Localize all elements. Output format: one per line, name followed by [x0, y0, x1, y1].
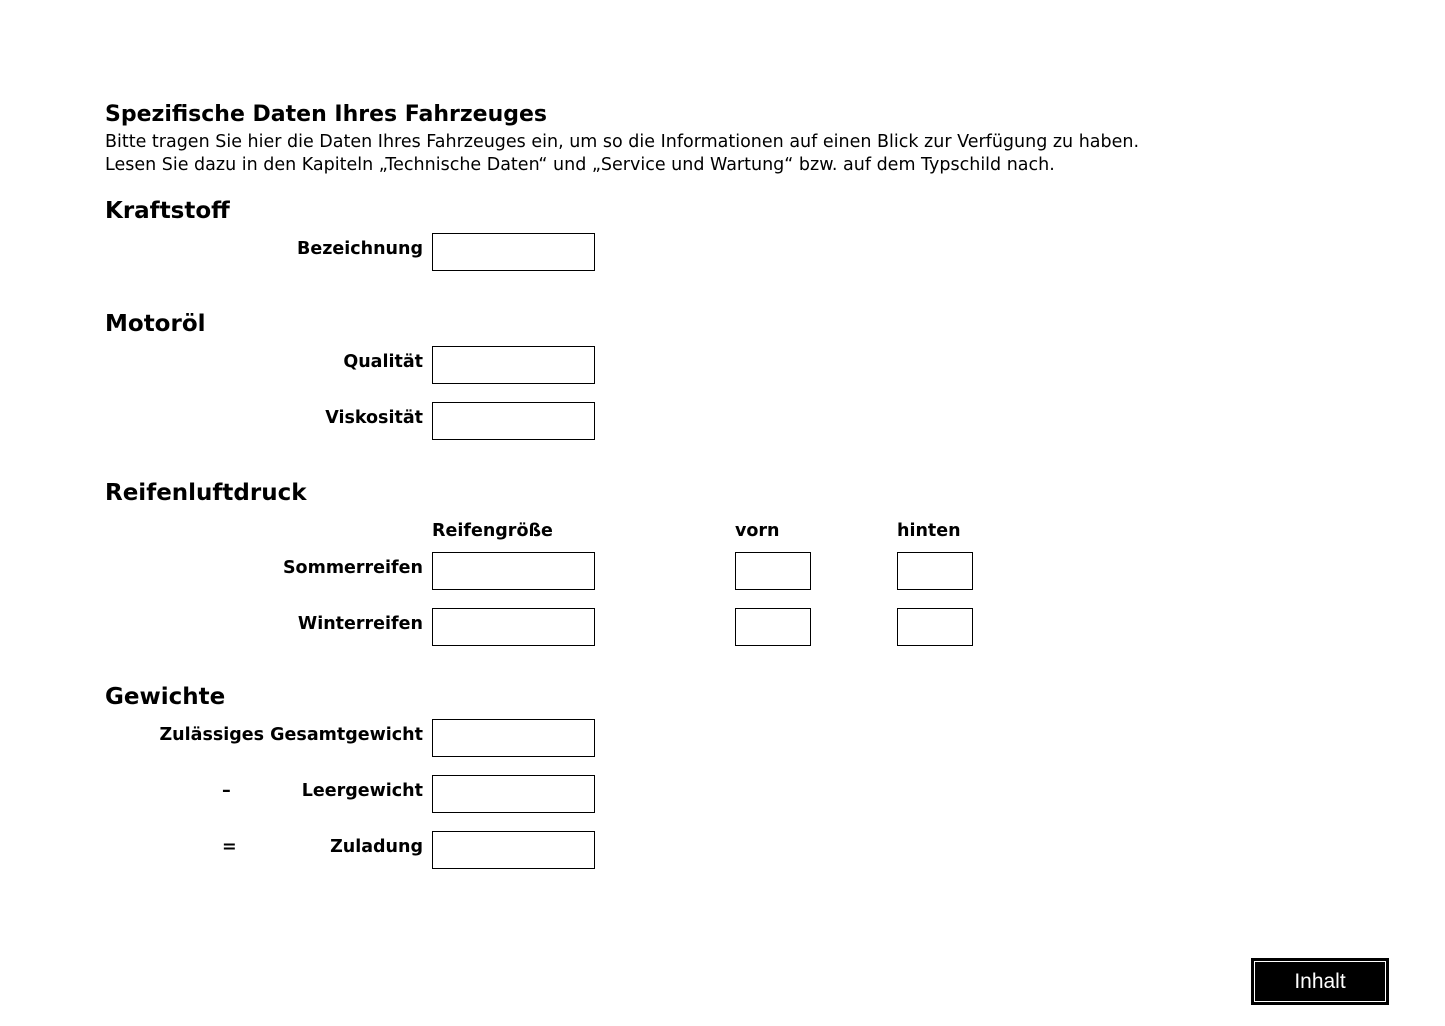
minus-sign: – — [222, 781, 231, 801]
leergewicht-label: Leergewicht — [301, 781, 423, 801]
winterreifen-front-pressure-input[interactable] — [735, 608, 811, 646]
section-heading-kraftstoff: Kraftstoff — [105, 198, 230, 224]
gesamtgewicht-input[interactable] — [432, 719, 595, 757]
winterreifen-rear-pressure-input[interactable] — [897, 608, 973, 646]
winterreifen-label: Winterreifen — [297, 614, 423, 634]
bezeichnung-label: Bezeichnung — [297, 239, 423, 259]
sommerreifen-label: Sommerreifen — [282, 558, 423, 578]
sommerreifen-front-pressure-input[interactable] — [735, 552, 811, 590]
qualitaet-input[interactable] — [432, 346, 595, 384]
column-header-vorn: vorn — [735, 521, 780, 541]
column-header-hinten: hinten — [897, 521, 961, 541]
intro-text-line-2: Lesen Sie dazu in den Kapiteln „Technische Daten“ und „Service und Wartung“ bzw. auf dem Typschild nach. — [105, 155, 1055, 175]
zuladung-label: Zuladung — [330, 837, 423, 857]
viskositaet-label: Viskosität — [325, 408, 423, 428]
viskositaet-input[interactable] — [432, 402, 595, 440]
section-heading-reifenluftdruck: Reifenluftdruck — [105, 480, 307, 506]
zuladung-input[interactable] — [432, 831, 595, 869]
bezeichnung-input[interactable] — [432, 233, 595, 271]
column-header-reifengroesse: Reifengröße — [432, 521, 553, 541]
section-heading-motoroel: Motoröl — [105, 311, 206, 337]
sommerreifen-size-input[interactable] — [432, 552, 595, 590]
leergewicht-input[interactable] — [432, 775, 595, 813]
page-title: Spezifische Daten Ihres Fahrzeuges — [105, 102, 548, 127]
equals-sign: = — [222, 837, 237, 857]
winterreifen-size-input[interactable] — [432, 608, 595, 646]
gesamtgewicht-label: Zulässiges Gesamtgewicht — [159, 725, 423, 745]
intro-text-line-1: Bitte tragen Sie hier die Daten Ihres Fahrzeuges ein, um so die Informationen auf einen Blick zur Verfügung zu haben. — [105, 132, 1140, 152]
sommerreifen-rear-pressure-input[interactable] — [897, 552, 973, 590]
inhalt-button[interactable]: Inhalt — [1251, 958, 1389, 1005]
qualitaet-label: Qualität — [343, 352, 423, 372]
section-heading-gewichte: Gewichte — [105, 684, 226, 710]
